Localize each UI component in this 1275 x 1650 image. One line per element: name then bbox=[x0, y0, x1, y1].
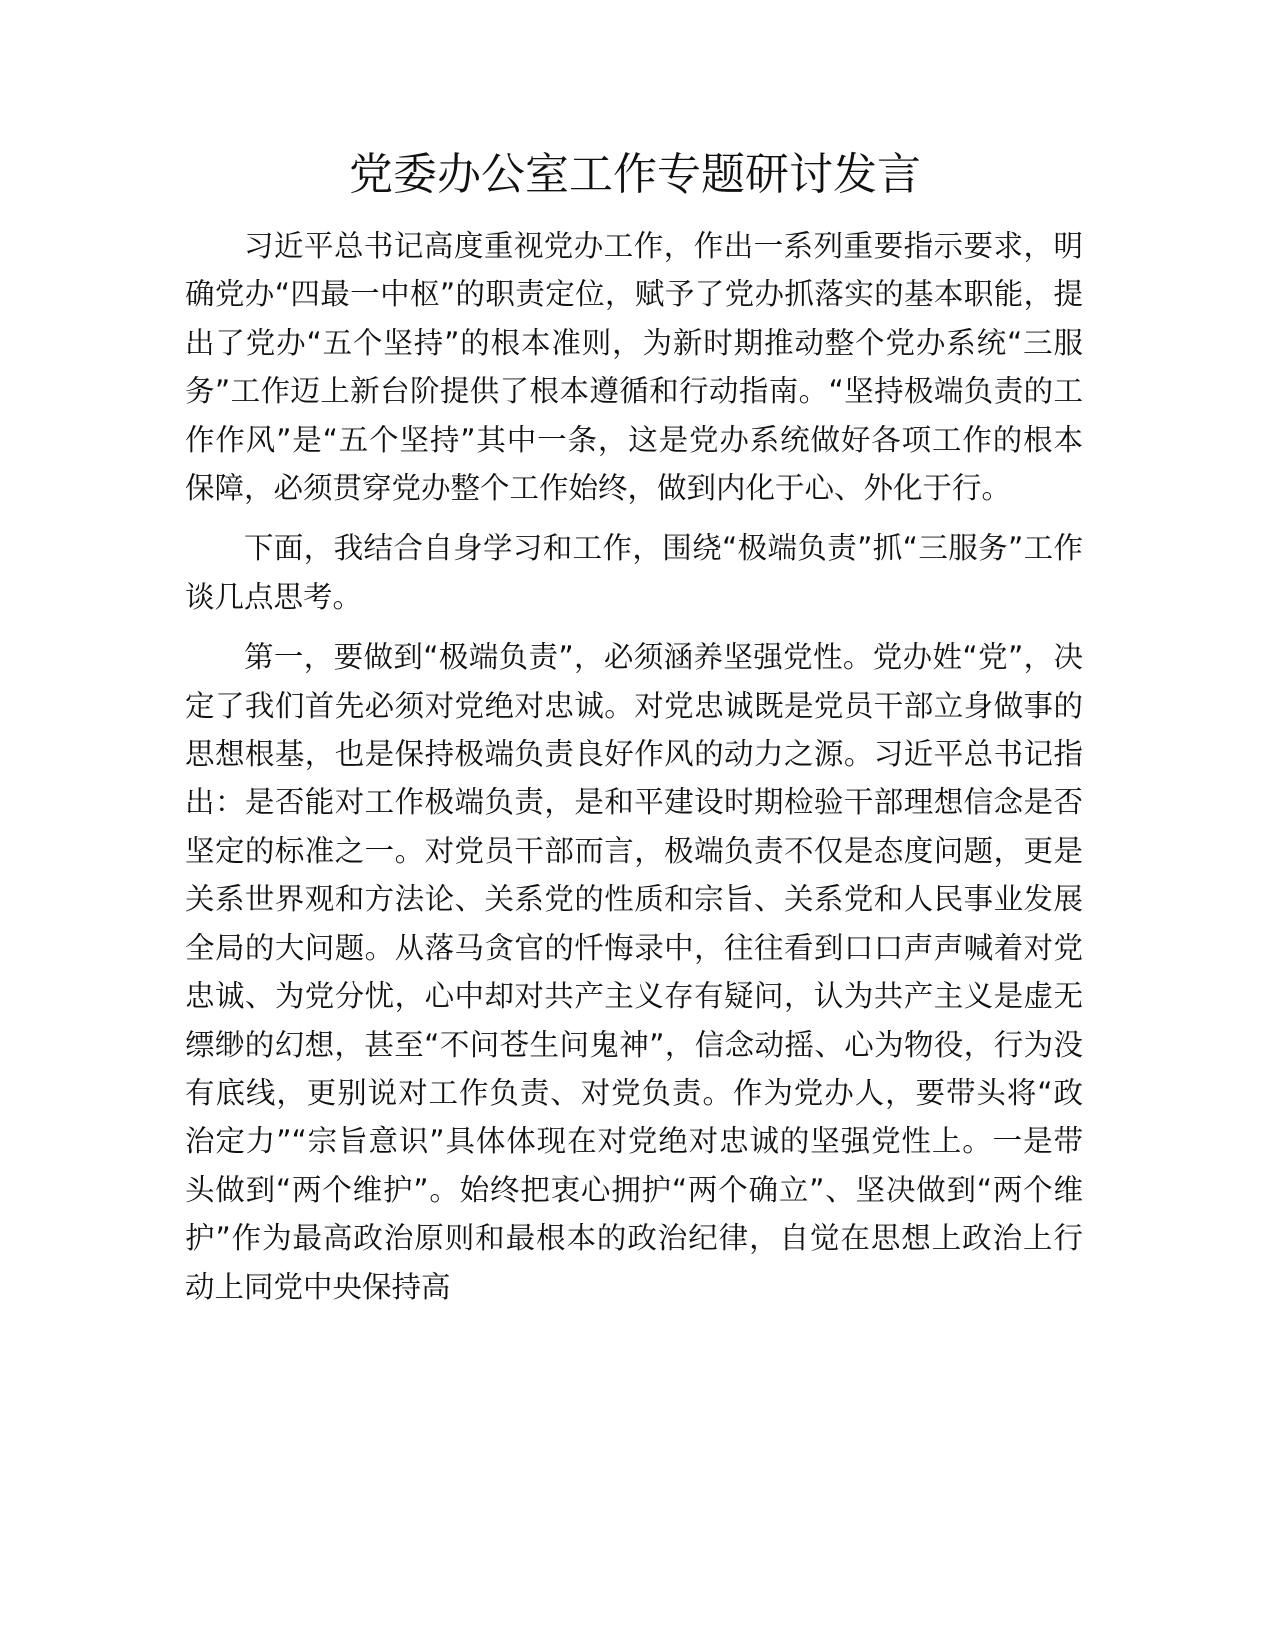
paragraph-intro: 习近平总书记高度重视党办工作，作出一系列重要指示要求，明确党办“四最一中枢”的职责定位，赋予了党办抓落实的基本职能，提出了党办“五个坚持”的根本准则，为新时期推动整个党办系统“三服务”工作迈上新台阶提供了根本遵循和行动指南。“坚持极端负责的工作作风”是“五个坚持”其中一条，这是党办系统做好各项工作的根本保障，必须贯穿党办整个工作始终，做到内化于心、外化于行。 bbox=[185, 229, 1083, 506]
paragraph-transition: 下面，我结合自身学习和工作，围绕“极端负责”抓“三服务”工作谈几点思考。 bbox=[185, 531, 1083, 614]
document-body bbox=[185, 222, 1083, 1323]
paragraph-first-point: 第一，要做到“极端负责”，必须涵养坚强党性。党办姓“党”，决定了我们首先必须对党绝对忠诚。对党忠诚既是党员干部立身做事的思想根基，也是保持极端负责良好作风的动力之源。习近平总书记指出：是否能对工作极端负责，是和平建设时期检验干部理想信念是否坚定的标准之一。对党员干部而言，极端负责不仅是态度问题，更是关系世界观和方法论、关系党的性质和宗旨、关系党和人民事业发展全局的大问题。从落马贪官的忏悔录中，往往看到口口声声喊着对党忠诚、为党分忧，心中却对共产主义存有疑问，认为共产主义是虚无缥缈的幻想，甚至“不问苍生问鬼神”，信念动摇、心为物役，行为没有底线，更别说对工作负责、对党负责。作为党办人，要带头将“政治定力”“宗旨意识”具体体现在对党绝对忠诚的坚强党性上。一是带头做到“两个维护”。始终把衷心拥护“两个确立”、坚决做到“两个维护”作为最高政治原则和最根本的政治纪律，自觉在思想上政治上行动上同党中央保持高 bbox=[185, 640, 1083, 1304]
document-title: 党委办公室工作专题研讨发言 bbox=[349, 149, 921, 200]
